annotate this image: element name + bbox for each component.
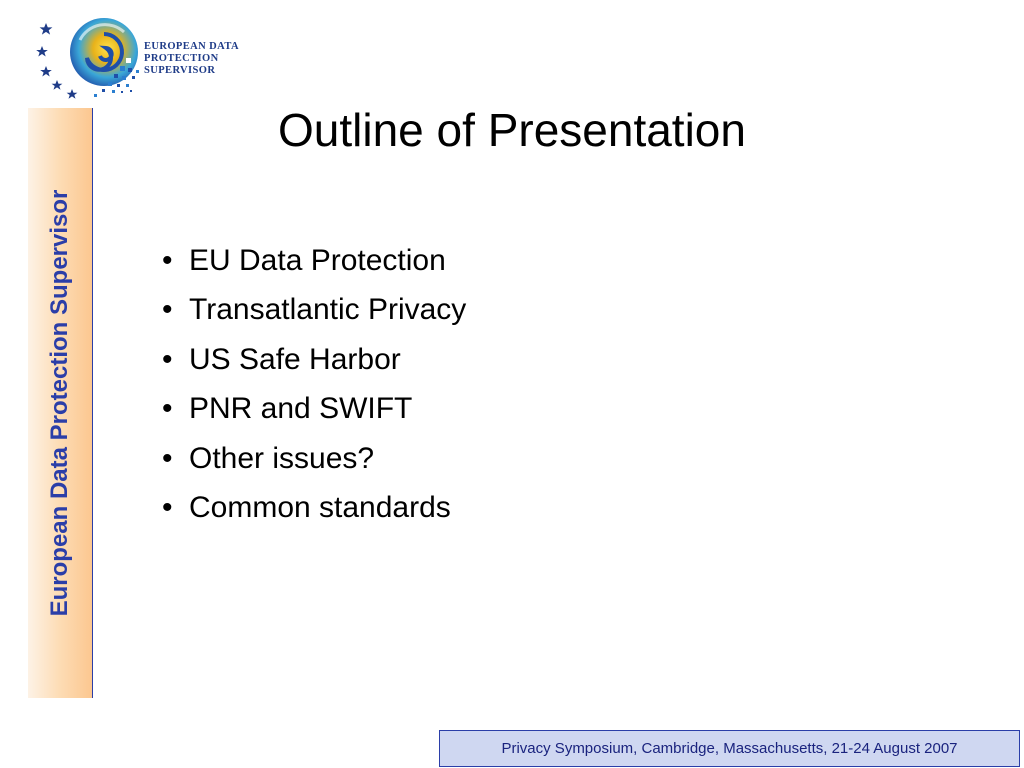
bullet-item <box>162 335 466 384</box>
bullet-item <box>162 384 466 433</box>
bullet-dot-icon: • <box>162 244 173 277</box>
bullet-text: US Safe Harbor <box>189 342 401 376</box>
slide-title: Outline of Presentation <box>278 104 746 156</box>
footer-banner: Privacy Symposium, Cambridge, Massachusetts, 21-24 August 2007 <box>439 730 1020 767</box>
bullet-text: EU Data Protection <box>189 244 446 277</box>
bullet-text: PNR and SWIFT <box>189 392 413 426</box>
bullet-dot-icon: • <box>162 441 173 475</box>
sidebar-label: European Data Protection Supervisor <box>46 189 73 617</box>
logo-wordmark: EUROPEAN DATA PROTECTION SUPERVISOR <box>144 41 239 76</box>
bullet-text: Other issues? <box>189 441 375 475</box>
bullet-item <box>162 434 466 483</box>
bullet-dot-icon: • <box>162 392 173 426</box>
bullet-dot-icon: • <box>162 342 173 376</box>
sidebar-divider <box>92 108 93 698</box>
bullet-item <box>162 236 466 285</box>
bullet-dot-icon: • <box>162 293 173 327</box>
edps-logo <box>28 10 278 105</box>
bullet-text: Common standards <box>189 491 451 525</box>
bullet-item <box>162 483 466 532</box>
bullet-dot-icon: • <box>162 491 173 525</box>
bullet-text: Transatlantic Privacy <box>189 293 467 327</box>
bullet-item <box>162 285 466 334</box>
bullet-list <box>162 236 466 532</box>
